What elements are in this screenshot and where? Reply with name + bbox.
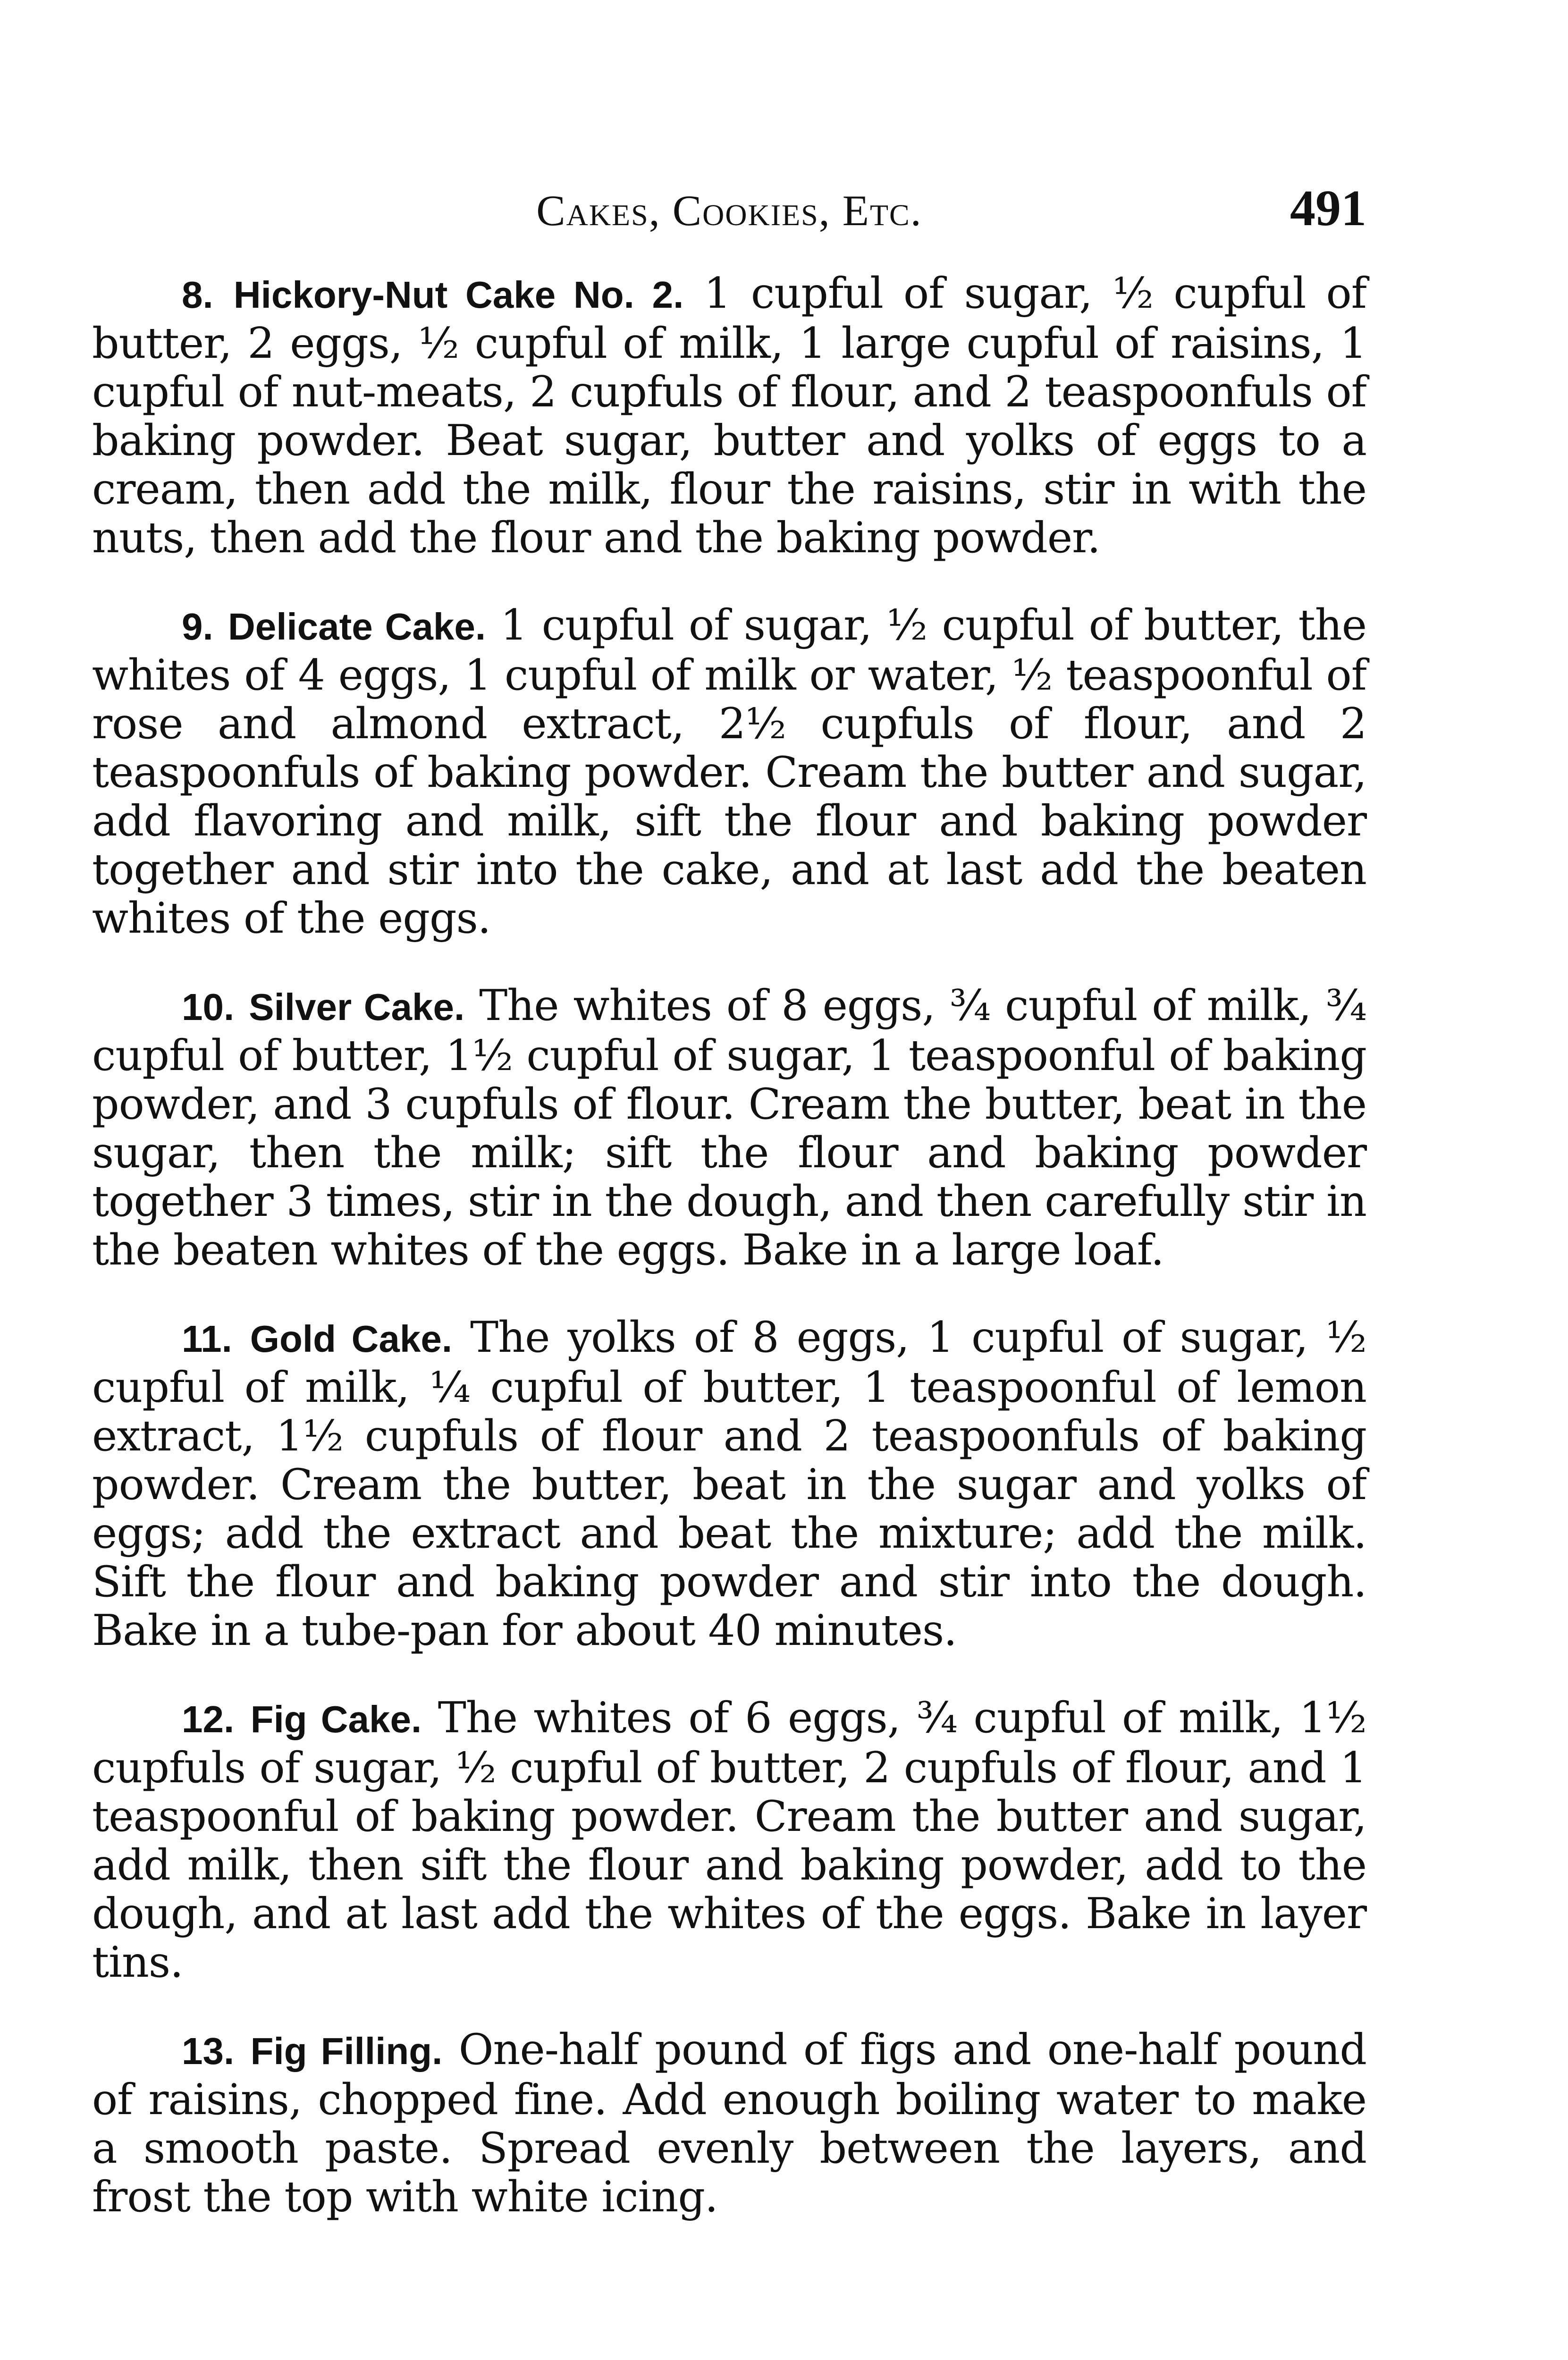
recipe-number: 13. [182, 2030, 235, 2072]
recipe-number: 12. [182, 1698, 235, 1740]
recipe-8 [92, 269, 1366, 562]
recipe-paragraph [92, 1313, 1366, 1655]
book-page [92, 179, 1366, 2360]
recipe-paragraph [92, 1694, 1366, 1987]
recipe-title: Fig Filling. [250, 2030, 443, 2072]
recipe-number: 8. [182, 274, 213, 316]
recipe-paragraph [92, 601, 1366, 943]
recipe-paragraph [92, 269, 1366, 562]
recipe-10 [92, 981, 1366, 1274]
recipe-11 [92, 1313, 1366, 1655]
recipe-text: 1 cupful of sugar, ½ cupful of butter, 2 eggs, ½ cupful of milk, 1 large cupful of raisins, 1 cupful of nut-meats, 2 cupfuls of flour, and 2 teaspoonfuls of baking powder. Beat sugar, butter and yolks of eggs to a cream, then add the milk, flour the raisins, stir in with the nuts, then add the flour and the baking powder. [92, 269, 1366, 563]
recipe-title: Delicate Cake. [228, 606, 486, 648]
recipe-number: 10. [182, 986, 235, 1028]
page-number: 491 [1290, 180, 1366, 236]
recipe-title: Silver Cake. [249, 986, 465, 1028]
recipe-13 [92, 2025, 1366, 2221]
running-head [92, 179, 1366, 250]
recipe-text: One-half pound of figs and one-half pound of raisins, chopped fine. Add enough boiling water to make a smooth paste. Spread evenly between the layers, and frost the top with white icing. [92, 2025, 1366, 2222]
recipe-9 [92, 601, 1366, 943]
recipe-title: Fig Cake. [250, 1698, 422, 1740]
recipe-paragraph [92, 2025, 1366, 2221]
recipe-text: The whites of 8 eggs, ¾ cupful of milk, ¾ cupful of butter, 1½ cupful of sugar, 1 teaspoonful of baking powder, and 3 cupfuls of flour. Cream the butter, beat in the sugar, then the milk; sift the flour and baking powder together 3 times, stir in the dough, and then carefully stir in the beaten whites of the eggs. Bake in a large loaf. [92, 981, 1366, 1275]
recipe-text: The whites of 6 eggs, ¾ cupful of milk, 1½ cupfuls of sugar, ½ cupful of butter, 2 cupfuls of flour, and 1 teaspoonful of baking powder. Cream the butter and sugar, add milk, then sift the flour and baking powder, add to the dough, and at last add the whites of the eggs. Bake in layer tins. [92, 1693, 1367, 1987]
recipe-number: 9. [182, 606, 213, 648]
recipe-paragraph [92, 981, 1366, 1274]
recipe-number: 11. [182, 1318, 232, 1360]
running-title: Cakes, Cookies, Etc. [536, 186, 922, 235]
recipe-text: 1 cupful of sugar, ½ cupful of butter, the whites of 4 eggs, 1 cupful of milk or water, ½ teaspoonful of rose and almond extract, 2½ cupfuls of flour, and 2 teaspoonfuls of baking powder. Cream the butter and sugar, add flavoring and milk, sift the flour and baking powder together and stir into the cake, and at last add the beaten whites of the eggs. [92, 600, 1367, 943]
recipe-title: Gold Cake. [250, 1318, 453, 1360]
recipe-text: The yolks of 8 eggs, 1 cupful of sugar, ½ cupful of milk, ¼ cupful of butter, 1 teaspoonful of lemon extract, 1½ cupfuls of flour and 2 teaspoonfuls of baking powder. Cream the butter, beat in the sugar and yolks of eggs; add the extract and beat the mixture; add the milk. Sift the flour and baking powder and stir into the dough. Bake in a tube-pan for about 40 minutes. [92, 1313, 1367, 1655]
recipe-title: Hickory-Nut Cake No. 2. [233, 274, 684, 316]
recipe-12 [92, 1694, 1366, 1987]
